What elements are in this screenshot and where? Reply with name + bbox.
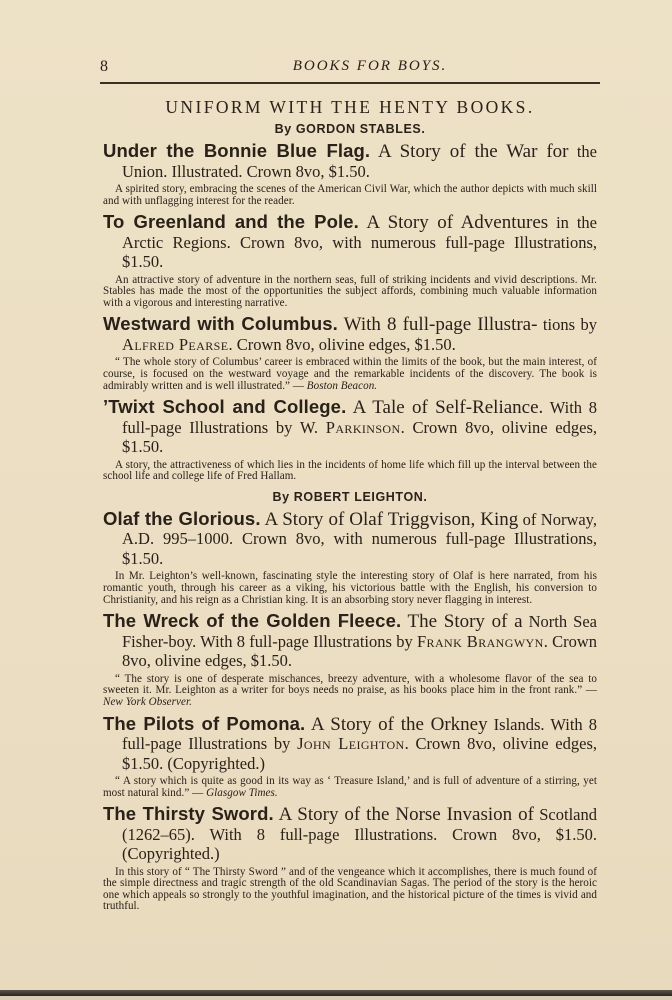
book-entry [103, 714, 597, 800]
book-entry [103, 509, 597, 606]
book-subtitle: A Story of the War for [370, 141, 569, 162]
illustrator-name: John Leighton [297, 734, 405, 753]
author-heading: By GORDON STABLES. [274, 122, 426, 136]
book-subtitle: A Story of the Norse Invasion of [273, 804, 534, 826]
review-source: New York Observer. [103, 695, 192, 708]
book-description [103, 357, 597, 392]
page-header [100, 58, 600, 82]
book-title: The Wreck of the Golden Fleece. [103, 610, 402, 632]
book-details: North Sea Fisher-boy. With 8 full-page Illustrations by [122, 612, 597, 651]
running-title: BOOKS FOR BOYS. [292, 58, 448, 74]
entry-heading [103, 212, 597, 272]
page-bottom-edge [0, 996, 672, 1000]
entry-heading [103, 714, 597, 774]
book-title: Olaf the Glorious. [103, 507, 261, 529]
review-quote: “ A story which is quite as good in its way as ‘ Treasure Island,’ and is full of adventure of a stirring, yet most natural kind.” — [103, 775, 597, 799]
book-title: Westward with Columbus. [103, 313, 338, 335]
book-subtitle: A Story of Olaf Triggvison, King [260, 508, 519, 530]
book-details: . Crown 8vo, olivine edges, $1.50. [122, 417, 597, 457]
entry-heading [103, 804, 597, 864]
book-entry [103, 611, 597, 708]
book-details: . Crown 8vo, olivine edges, $1.50. (Copyrighted.) [122, 734, 597, 773]
book-details: . Crown 8vo, olivine edges, $1.50. [228, 334, 456, 354]
book-entry [103, 141, 597, 207]
entry-heading [103, 611, 597, 671]
entry-heading [103, 314, 597, 354]
book-details: Islands. With 8 full-page Illustrations by [122, 714, 597, 753]
book-description: An attractive story of adventure in the northern seas, full of striking incidents and vivid descriptions. Mr. Stables has made the most of the opportunities the subject affords, combining much valuable information with a vigorous and interesting narrative. [103, 273, 597, 309]
illustrator-name: Alfred Pearse [122, 334, 229, 354]
book-entry [103, 397, 597, 483]
review-quote: “ The whole story of Columbus’ career is embraced within the limits of the book, but the main interest, of course, is focused on the westward voyage and the remarkable incidents of the discovery. The book is admirably written and is well illustrated.” — [103, 356, 597, 392]
book-subtitle: A Story of Adventures [358, 212, 549, 234]
illustrator-name: Parkinson [325, 417, 401, 437]
book-description: In this story of “ The Thirsty Sword ” and of the vengeance which it accomplishes, there is much found of the simple directness and tragic strength of the old Scandinavian Sagas. The period of the story is the heroic one which appeals so strongly to the youthful imagination, and the historical picture of the times is vivid and truthful. [103, 865, 597, 913]
book-description: A spirited story, embracing the scenes of the American Civil War, which the author depicts with much skill and with unflagging interest for the reader. [103, 183, 597, 207]
book-entry [103, 314, 597, 392]
book-title: To Greenland and the Pole. [103, 211, 359, 233]
book-details: tions by [537, 315, 597, 335]
book-description [103, 674, 597, 709]
page-number: 8 [100, 58, 109, 75]
book-details: the Union. Illustrated. Crown 8vo, $1.50. [122, 142, 597, 181]
book-subtitle: With 8 full-page Illustra- [337, 314, 538, 336]
entry-heading [103, 397, 597, 457]
entry-heading [103, 509, 597, 569]
book-subtitle: A Tale of Self-Reliance. [346, 397, 544, 419]
book-details: Scotland (1262–65). With 8 full-page Illustrations. Crown 8vo, $1.50. (Copyrighted.) [122, 805, 597, 864]
book-entry [103, 804, 597, 913]
illustrator-name: Frank Brangwyn [416, 631, 544, 651]
entry-heading [103, 141, 597, 181]
book-title: Under the Bonnie Blue Flag. [103, 140, 371, 161]
book-details: of Norway, A.D. 995–1000. Crown 8vo, with numerous full-page Illustrations, $1.50. [122, 509, 597, 568]
page-content [103, 96, 597, 918]
book-description: In Mr. Leighton’s well-known, fascinating style the interesting story of Olaf is here narrated, from his romantic youth, through his career as a viking, his victorious battle with the English, his conversion to Christianity, and his reign as a Christian king. It is an absorbing story never flagging in interest. [103, 570, 597, 606]
book-entry [103, 212, 597, 309]
book-title: The Thirsty Sword. [103, 803, 274, 825]
book-details: With 8 full-page Illustrations by W. [122, 398, 597, 437]
author-heading: By ROBERT LEIGHTON. [272, 489, 428, 504]
book-description [103, 776, 597, 799]
book-title: ’Twixt School and College. [103, 396, 347, 418]
review-source: Boston Beacon. [306, 379, 378, 392]
header-rule [100, 82, 600, 84]
book-details: in the Arctic Regions. Crown 8vo, with numerous full-page Illustrations, $1.50. [122, 213, 597, 272]
book-subtitle: The Story of a [401, 611, 523, 633]
book-description: A story, the attractiveness of which lies in the incidents of home life which fill up the interval between the school life and college life of Fred Hallam. [103, 458, 597, 483]
review-source: Glasgow Times. [206, 786, 278, 799]
series-title: UNIFORM WITH THE HENTY BOOKS. [165, 97, 535, 117]
book-subtitle: A Story of the Orkney [305, 713, 488, 735]
book-title: The Pilots of Pomona. [103, 712, 306, 734]
review-quote: “ The story is one of desperate mischances, breezy adventure, with a wholesome flavor of the sea to sweeten it. Mr. Leighton as a writer for boys needs no praise, as his books place him in the front rank.” — [103, 672, 597, 697]
book-details: . Crown 8vo, olivine edges, $1.50. [122, 631, 597, 671]
